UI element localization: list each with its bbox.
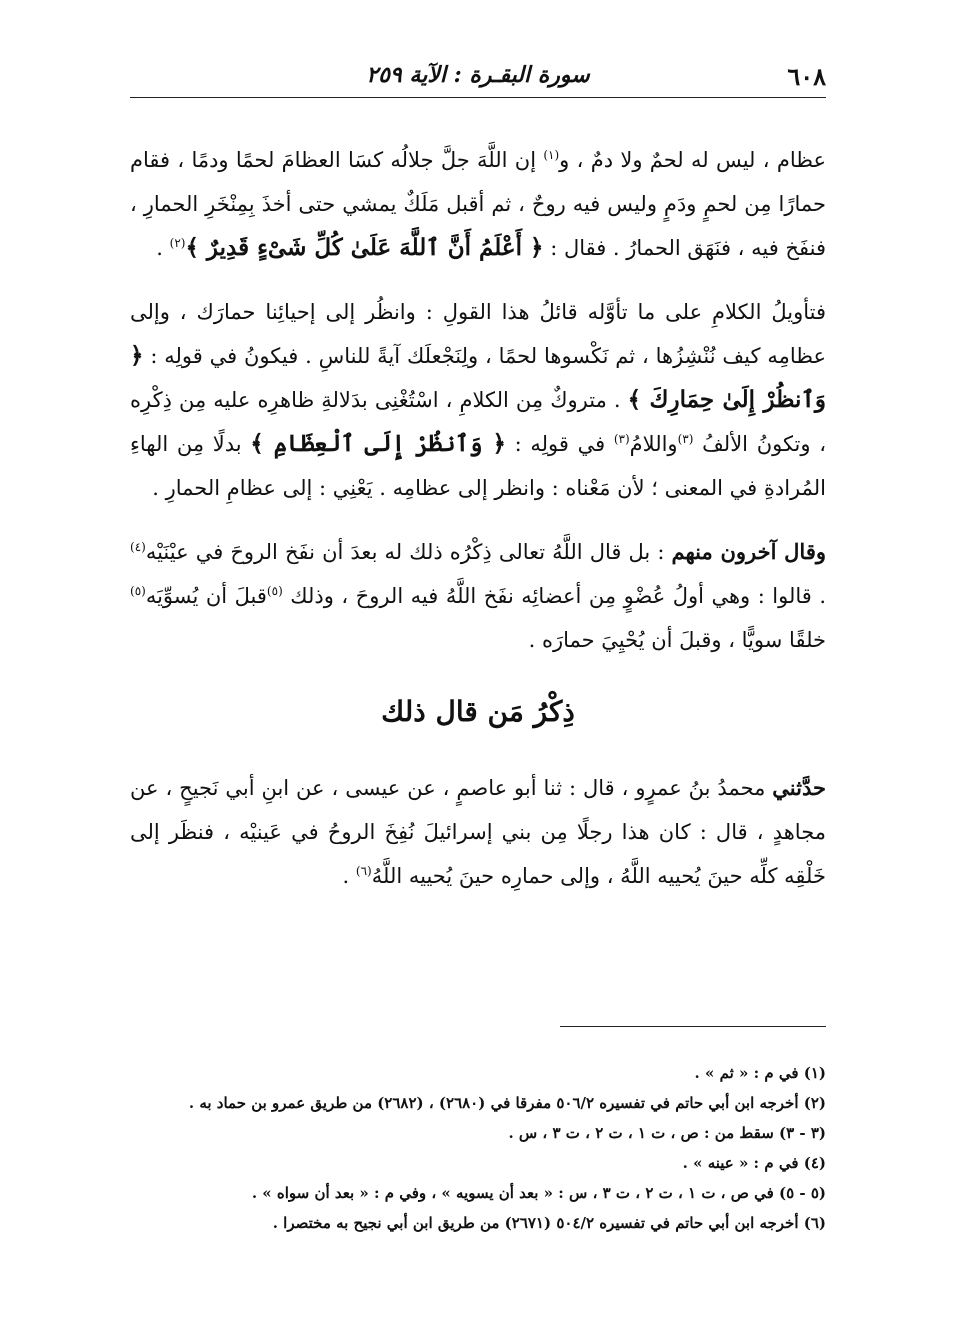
footnote: (٣ - ٣) سقط من : ص ، ت ١ ، ت ٢ ، ت ٣ ، س . [508,1124,826,1142]
header-rule [130,97,826,98]
page-header [130,58,826,98]
main-text [130,138,826,918]
section-heading: ذِكْرُ مَن قال ذلك [381,695,575,728]
footnote-ref: (١) [543,148,560,162]
text-run: بدلًا مِن الهاءِ المُرادةِ في المعنى ؛ لأن مَعْناه : وانظر إلى عظامِه . يَعْنِي : إلى عظامِ الحمارِ . [130,432,826,500]
text-run: . قالوا : وهي أولُ عُضْوٍ مِن أعضائِه نفَخ اللَّهُ فيه الروحَ ، وذلك [282,584,827,608]
footnote: (١) في م : « ثم » . [694,1064,826,1082]
footnote: (٥ - ٥) في ص ، ت ١ ، ت ٢ ، ت ٣ ، س : « بعد أن يسويه » ، وفي م : « بعد أن سواه » . [251,1184,826,1202]
text-run: محمدُ بنُ عمرٍو ، قال : ثنا أبو عاصمٍ ، عن عيسى ، عن ابنِ أبي نَجيحٍ ، عن مجاهدٍ ، قال : كان هذا رجلًا مِن بني إسرائيلَ نُفِخَ الروحُ في عَينيْه ، فنظَر إلى خَلْقِه كلِّه حينَ يُحييه اللَّهُ ، وإلى حمارِه حينَ يُحييه اللَّهُ [130,776,826,888]
footnote-ref: (٣) [677,432,694,446]
text-run: خلقًا سويًّا ، وقبلَ أن يُحْيِيَ حمارَه . [528,628,826,652]
footnote-separator [560,1026,826,1027]
text-run: إن اللَّهَ جلَّ جلالُه كسَا العظامَ لحمًا ودمًا ، فقام حمارًا مِن لحمٍ ودَمٍ وليس فيه روحٌ ، ثم أقبل مَلَكٌ يمشي حتى أخذَ بِمِنْخَرِ الحمارِ ، فنفَخ فيه ، فنَهَق الحمارُ . فقال : [130,148,826,260]
footnote-ref: (٦) [355,864,372,878]
text-run: عظام ، ليس له لحمٌ ولا دمٌ ، و [559,148,826,172]
footnote: (٤) في م : « عينه » . [682,1154,826,1172]
text-run: . متروكٌ مِن الكلامِ ، اسْتُغْنِى بدَلالةِ ظاهرِه عليه مِن ذِكْرِه ، وتكونُ الألفُ [130,388,826,456]
text-run: في قولِه : [505,432,614,456]
quran-quote: ﴿ وَٱنظُرْ إِلَى ٱلْعِظَامِ ﴾ [250,430,506,457]
paragraph [130,290,826,510]
footnote-ref: (٤) [130,540,146,554]
footnote-ref: (٥) [266,584,283,598]
text-run: واللامُ [629,432,678,456]
bold-lead: حدَّثني [772,775,826,800]
footnote: (٦) أخرجه ابن أبي حاتم في تفسيره ٥٠٤/٢ (٢٦٧١) من طريق ابن أبي نجيح به مختصرا . [272,1214,826,1232]
text-run: . [342,864,356,888]
quran-quote: ﴿ وَٱنظُرْ إِلَىٰ حِمَارِكَ ﴾ [130,342,826,413]
footnote: (٢) أخرجه ابن أبي حاتم في تفسيره ٥٠٦/٢ مفرقا في (٢٦٨٠) ، (٢٦٨٢) من طريق عمرو بن حماد به . [188,1094,826,1112]
bold-lead: وقال آخرون منهم [671,539,826,564]
footnote-ref: (٢) [169,236,186,250]
footnote-ref: (٣) [613,432,630,446]
running-title: سورة البقـرة : الآية ٢٥٩ [366,62,590,88]
text-run: : بل قال اللَّهُ تعالى ذِكْرُه ذلك له بعدَ أن نفَخ الروحَ في عيْنَيْه [145,540,672,564]
footnote-ref: (٥) [130,584,146,598]
footnotes [110,1058,826,1238]
page-number: ٦٠٨ [787,62,826,91]
text-run: فتأويلُ الكلامِ على ما تأوَّله قائلُ هذا القولِ : وانظُر إلى إحيائِنا حمارَك ، وإلى عظامِه كيف نُنْشِزُها ، ثم نَكْسوها لحمًا ، ولِنَجْعلَك آيةً للناسِ . فيكونُ في قولِه : [130,300,826,368]
text-run: . [156,236,170,260]
text-run: قبلَ أن يُسوِّيَه [145,584,267,608]
quran-quote: ﴿ أَعْلَمُ أَنَّ ٱللَّهَ عَلَىٰ كُلِّ شَىْءٍ قَدِيرٌ ﴾ [185,234,544,261]
narration-paragraph [130,766,826,898]
paragraph [130,138,826,270]
paragraph [130,530,826,662]
